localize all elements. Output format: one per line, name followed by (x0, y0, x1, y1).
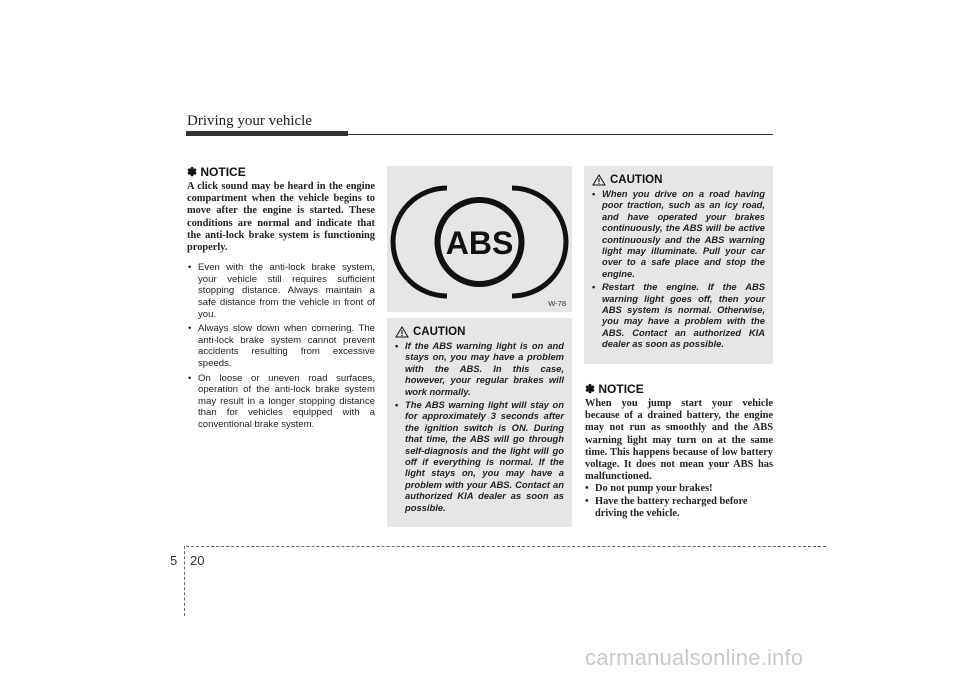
abs-figure-panel (387, 166, 572, 312)
abs-warning-icon (387, 166, 572, 312)
caution-heading-text: CAUTION (413, 326, 466, 338)
list-item: • Even with the anti-lock brake system, your vehicle still requires sufficient stopping distance. Always maintain a safe distance from the vehicle in front of you. (187, 262, 375, 320)
page-header-title: Driving your vehicle (187, 113, 312, 129)
notice-bullet-list (585, 483, 773, 520)
caution-box-right (584, 166, 773, 364)
notice-heading: ✽ NOTICE (187, 165, 246, 179)
caution-bullet-list (592, 188, 765, 350)
warning-triangle-icon (395, 326, 409, 338)
list-item: • Do not pump your brakes! (585, 483, 773, 495)
page-number: 20 (190, 553, 205, 568)
watermark: carmanualsonline.info (585, 645, 804, 670)
caution-bullet-list (395, 340, 564, 513)
notice-paragraph: A click sound may be heard in the engine compartment when the vehicle begins to move after the engine is started. These conditions are normal and indicate that the anti-lock brake system is functioning properly. (187, 181, 375, 254)
notice-bullet-list (187, 262, 375, 430)
list-item: • Have the battery recharged before driving the vehicle. (585, 496, 773, 520)
list-item: • On loose or uneven road surfaces, operation of the anti-lock brake system may result in a longer stopping distance than for vehicles equipped with a conventional brake system. (187, 373, 375, 431)
caution-box-left (387, 318, 572, 527)
footer-divider (184, 546, 185, 616)
notice-paragraph: When you jump start your vehicle because of a drained battery, the engine may not run as smoothly and the ABS warning light may turn on at the same time. This happens because of low battery voltage. It does not mean your ABS has malfunctioned. (585, 398, 773, 483)
list-item: • When you drive on a road having poor traction, such as an icy road, and have operated your brakes continuously, the ABS will be active continuously and the ABS warning light may illuminate. Pull your car over to a safe place and stop the engine. (592, 188, 765, 279)
notice-right-section (585, 382, 773, 520)
chapter-number: 5 (170, 553, 178, 568)
list-item: • If the ABS warning light is on and stays on, you may have a problem with the ABS. In this case, however, your regular brakes will work normally. (395, 340, 564, 397)
figure-code: W-78 (548, 299, 566, 308)
caution-heading-text: CAUTION (610, 174, 663, 186)
list-item: • The ABS warning light will stay on for approximately 3 seconds after the ignition switch is ON. During that time, the ABS will go through self-diagnosis and the light will go off if everything is normal. If the light stays on, you may have a problem with your ABS. Contact an authorized KIA dealer as soon as possible. (395, 399, 564, 513)
footer-rule (186, 546, 826, 547)
notice-left-section (187, 165, 375, 434)
caution-heading (395, 326, 564, 338)
list-item: • Restart the engine. If the ABS warning light goes off, then your ABS system is normal. Otherwise, you may have a problem with the ABS. Contact an authorized KIA dealer as soon as possible. (592, 281, 765, 349)
notice-heading: ✽ NOTICE (585, 382, 644, 396)
caution-heading (592, 174, 765, 186)
list-item: • Always slow down when cornering. The anti-lock brake system cannot prevent accidents resulting from excessive speeds. (187, 323, 375, 369)
header-rule-accent (186, 131, 348, 136)
warning-triangle-icon (592, 174, 606, 186)
abs-icon-text: ABS (445, 225, 514, 261)
